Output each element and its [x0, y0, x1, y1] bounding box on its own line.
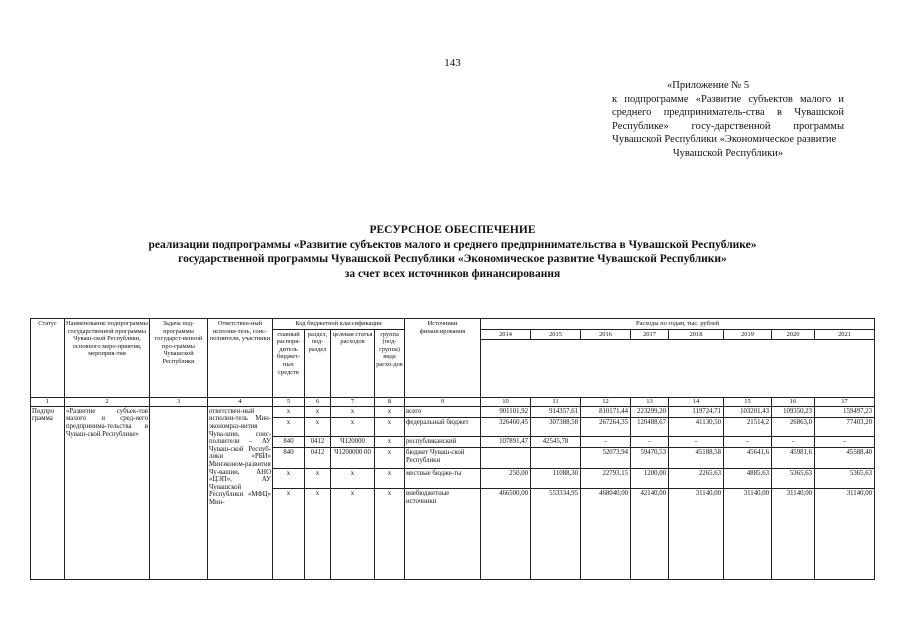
target-cell: x	[331, 406, 375, 417]
header-task: Задача под-программы государст-венной про-граммы Чувашской Республики	[150, 319, 208, 398]
value-cell: 42545,78	[531, 437, 581, 448]
group-cell: x	[375, 448, 405, 468]
table-row	[31, 406, 875, 417]
source-cell: республиканский	[405, 437, 481, 448]
value-cell: 159497,23	[815, 406, 875, 417]
group-cell: x	[375, 468, 405, 488]
value-cell: 120488,67	[631, 417, 669, 436]
value-cell: 223299,20	[631, 406, 669, 417]
header-year: 2019	[724, 329, 772, 340]
header-year: 2014	[481, 329, 531, 340]
source-cell: бюджет Чуваш-ской Республики	[405, 448, 481, 468]
header-year: 2016	[581, 329, 631, 340]
source-cell: местные бюдже-ты	[405, 468, 481, 488]
value-cell: 31140,00	[669, 489, 724, 580]
value-cell: 468040,00	[581, 489, 631, 580]
appendix-last-line: Чувашской Республики»	[672, 147, 784, 159]
column-number: 12	[581, 398, 631, 407]
gr-admin-cell: 840	[273, 448, 305, 468]
value-cell: 45981,6	[772, 448, 815, 468]
column-number: 1	[31, 398, 65, 407]
appendix-title: «Приложение № 5	[667, 80, 750, 91]
status-cell: Подпро грамма	[31, 406, 65, 579]
value-cell: 810171,44	[581, 406, 631, 417]
value-cell: 109350,23	[772, 406, 815, 417]
heading-line-3: государственной программы Чувашской Республики «Экономическое развитие Чувашской Республики»	[178, 253, 727, 265]
value-cell: 466500,00	[481, 489, 531, 580]
header-responsible: Ответствен-ный исполни-тель, соис-полнители, участники	[208, 319, 273, 398]
source-cell: всего	[405, 406, 481, 417]
target-cell: x	[331, 489, 375, 580]
responsible-cell: ответствен-ный исполни-тель Мин-экономраз-вития Чува-шии, соис-полнители – АУ Чуваш-ской Респуб-лики «РБИ» Минэконом-развития Чу-вашии, АНО «ЦЭП», АУ Чувашской Республики «МФЦ» Мин-	[208, 406, 273, 579]
column-number: 15	[724, 398, 772, 407]
value-cell: -	[631, 437, 669, 448]
column-number: 17	[815, 398, 875, 407]
heading-line-4: за счет всех источников финансирования	[344, 267, 561, 280]
value-cell: 21514,2	[724, 417, 772, 436]
value-cell: 901101,92	[481, 406, 531, 417]
gr-admin-cell: x	[273, 489, 305, 580]
value-cell: 45588,40	[815, 448, 875, 468]
target-cell: x	[331, 417, 375, 436]
column-number: 10	[481, 398, 531, 407]
value-cell: 250,00	[481, 468, 531, 488]
header-gr-admin: главный распоря-дитель бюджет-ных средств	[273, 329, 305, 398]
value-cell: 267264,35	[581, 417, 631, 436]
section-cell: 0412	[305, 437, 331, 448]
section-cell: x	[305, 406, 331, 417]
column-number: 16	[772, 398, 815, 407]
task-cell	[150, 406, 208, 579]
source-cell: внебюджетные источники	[405, 489, 481, 580]
value-cell: 553334,95	[531, 489, 581, 580]
header-status: Статус	[31, 319, 65, 398]
header-years-spacer	[481, 340, 875, 398]
value-cell: 4885,63	[724, 468, 772, 488]
appendix-block	[612, 79, 844, 161]
page-number: 143	[444, 57, 461, 69]
column-number: 13	[631, 398, 669, 407]
target-cell: Ч1200000 00	[331, 448, 375, 468]
header-budget-code: Код бюджетной классификации	[273, 319, 405, 330]
header-sources: Источники финансирования	[405, 319, 481, 398]
value-cell	[531, 448, 581, 468]
column-number: 11	[531, 398, 581, 407]
value-cell: 31140,00	[772, 489, 815, 580]
value-cell: 31140,00	[815, 489, 875, 580]
column-number: 14	[669, 398, 724, 407]
value-cell: 1200,00	[631, 468, 669, 488]
header-year: 2020	[772, 329, 815, 340]
appendix-body: к подпрограмме «Развитие субъектов малого и среднего предприниматель-ства в Чувашской Республике» госу-дарственной программы Чувашской Республики «Экономическое развитие	[612, 93, 844, 146]
resource-table	[30, 318, 875, 580]
header-name: Наименование подпрограммы государственной программы Чуваш-ской Республики, основного меро-приятия, мероприя-тия	[65, 319, 150, 398]
source-cell: федеральный бюджет	[405, 417, 481, 436]
value-cell: 119724,71	[669, 406, 724, 417]
document-heading	[0, 223, 905, 281]
value-cell: 107891,47	[481, 437, 531, 448]
value-cell	[481, 448, 531, 468]
value-cell: 52073,94	[581, 448, 631, 468]
gr-admin-cell: x	[273, 468, 305, 488]
value-cell: 41130,50	[669, 417, 724, 436]
section-cell: x	[305, 468, 331, 488]
gr-admin-cell: x	[273, 417, 305, 436]
value-cell: 307388,58	[531, 417, 581, 436]
table-header-row-1	[31, 319, 875, 330]
group-cell: x	[375, 417, 405, 436]
value-cell: 59470,53	[631, 448, 669, 468]
header-expenses: Расходы по годам, тыс. рублей	[481, 319, 875, 330]
section-cell: x	[305, 489, 331, 580]
column-number: 6	[305, 398, 331, 407]
column-number: 8	[375, 398, 405, 407]
target-cell: Ч120000	[331, 437, 375, 448]
value-cell: 77403,20	[815, 417, 875, 436]
value-cell: 22793,15	[581, 468, 631, 488]
header-year: 2021	[815, 329, 875, 340]
target-cell: x	[331, 468, 375, 488]
header-section: раздел, под-раздел	[305, 329, 331, 398]
group-cell: x	[375, 489, 405, 580]
value-cell: -	[669, 437, 724, 448]
column-number: 5	[273, 398, 305, 407]
heading-line-1: РЕСУРСНОЕ ОБЕСПЕЧЕНИЕ	[369, 224, 536, 236]
column-number-row	[31, 398, 875, 407]
column-number: 4	[208, 398, 273, 407]
group-cell: x	[375, 437, 405, 448]
value-cell: 5365,63	[815, 468, 875, 488]
gr-admin-cell: x	[273, 406, 305, 417]
value-cell: -	[581, 437, 631, 448]
value-cell: 5365,63	[772, 468, 815, 488]
value-cell: 26863,0	[772, 417, 815, 436]
column-number: 3	[150, 398, 208, 407]
header-year: 2018	[669, 329, 724, 340]
section-cell: 0412	[305, 448, 331, 468]
value-cell: 42140,00	[631, 489, 669, 580]
header-year: 2017	[631, 329, 669, 340]
subprogram-name-cell: «Развитие субъек-тов малого и сред-него предпринима-тельства в Чуваш-ской Республике»	[65, 406, 150, 579]
value-cell: 11088,30	[531, 468, 581, 488]
value-cell: 45641,6	[724, 448, 772, 468]
value-cell: 914357,61	[531, 406, 581, 417]
value-cell: 2265,63	[669, 468, 724, 488]
value-cell: 31140,00	[724, 489, 772, 580]
section-cell: x	[305, 417, 331, 436]
gr-admin-cell: 840	[273, 437, 305, 448]
header-target: целевая статья расходов	[331, 329, 375, 398]
column-number: 9	[405, 398, 481, 407]
column-number: 2	[65, 398, 150, 407]
value-cell: 45188,58	[669, 448, 724, 468]
column-number: 7	[331, 398, 375, 407]
value-cell: -	[815, 437, 875, 448]
header-group: группа (под-группа) вида расхо-дов	[375, 329, 405, 398]
value-cell: -	[724, 437, 772, 448]
header-year: 2015	[531, 329, 581, 340]
value-cell: -	[772, 437, 815, 448]
value-cell: 326460,45	[481, 417, 531, 436]
heading-line-2: реализации подпрограммы «Развитие субъектов малого и среднего предпринимательства в Чувашской Республике»	[148, 238, 757, 251]
group-cell: x	[375, 406, 405, 417]
value-cell: 103201,43	[724, 406, 772, 417]
